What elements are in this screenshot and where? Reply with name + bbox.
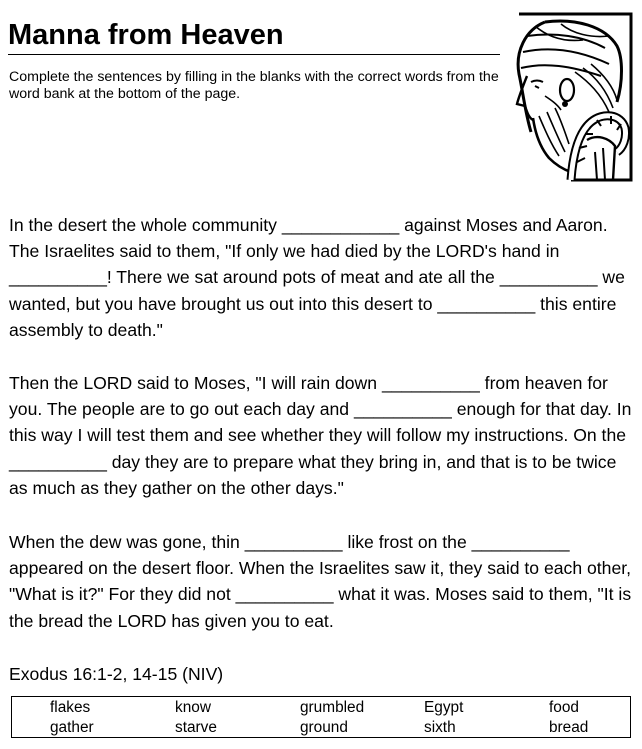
word-bank-item: Egypt	[424, 699, 464, 716]
word-bank-item: grumbled	[300, 699, 365, 716]
word-bank-item: flakes	[50, 699, 91, 716]
paragraph-3: When the dew was gone, thin __________ like frost on the __________ appeared on the desert floor. When the Israelites saw it, they said to each other, "What is it?" For they did not __________ what it was. Moses said to them, "It is the bread the LORD has given you to eat.	[9, 532, 632, 631]
instructions: Complete the sentences by filling in the blanks with the correct words from the word bank at the bottom of the page.	[9, 69, 499, 102]
word-bank-item: food	[549, 699, 579, 716]
moses-portrait-icon	[505, 12, 635, 182]
word-bank-item: gather	[50, 719, 94, 736]
word-bank	[11, 696, 631, 738]
word-bank-item: sixth	[424, 719, 456, 736]
word-bank-item: bread	[549, 719, 589, 736]
paragraph-2: Then the LORD said to Moses, "I will rain down __________ from heaven for you. The people are to go out each day and __________ enough for that day. In this way I will test them and see whether they will follow my instructions. On the __________ day they are to prepare what they bring in, and that is to be twice as much as they gather on the other days."	[9, 373, 632, 498]
word-bank-item: starve	[175, 719, 217, 736]
word-bank-item: know	[175, 699, 211, 716]
page-title: Manna from Heaven	[8, 18, 500, 55]
paragraph-1: In the desert the whole community ____________ against Moses and Aaron. The Israelites said to them, "If only we had died by the LORD's hand in __________! There we sat around pots of meat and ate all the __________ we wanted, but you have brought us out into this desert to __________ this entire assembly to death."	[9, 215, 625, 340]
word-bank-item: ground	[300, 719, 348, 736]
scripture-reference: Exodus 16:1-2, 14-15 (NIV)	[9, 664, 224, 684]
